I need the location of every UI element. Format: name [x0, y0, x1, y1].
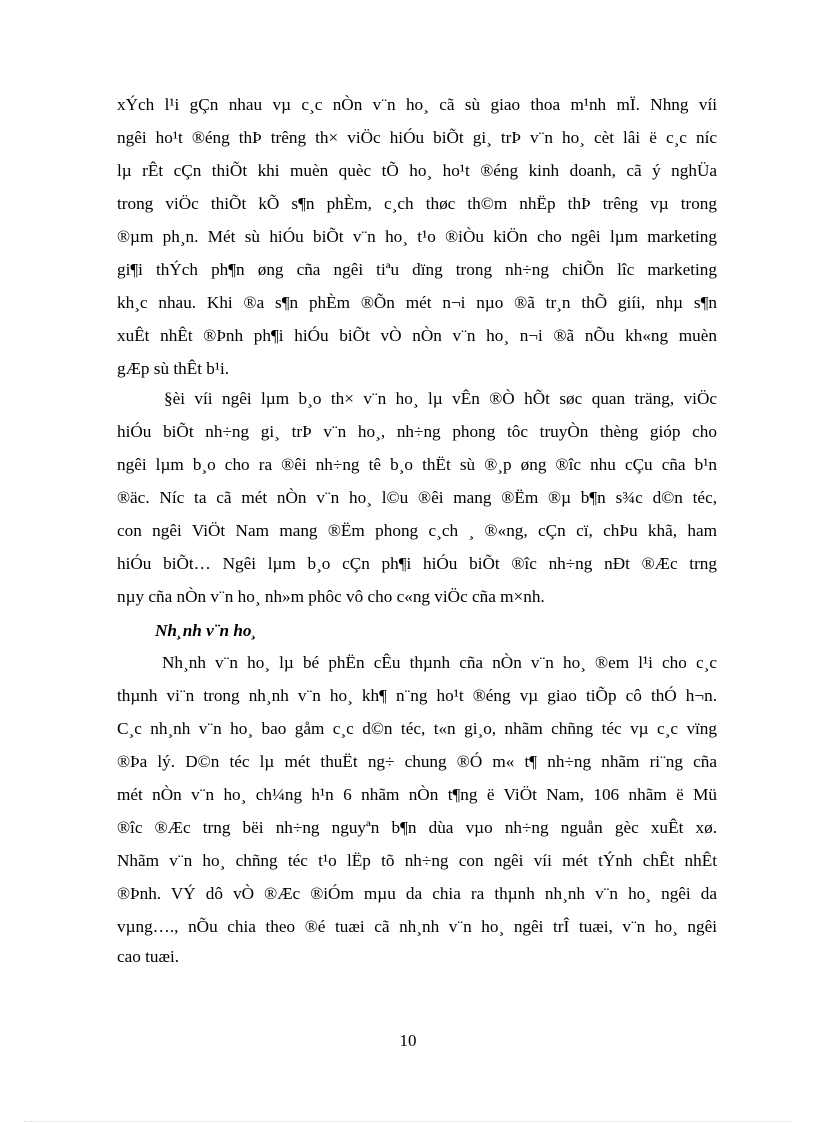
text-line: trong viÖc thiÕt kÕ s¶n phÈm, c¸ch thøc th©m nhËp thÞ trêng vµ trong: [117, 194, 717, 213]
text-line: ®äc. Níc ta cã mét nÒn v¨n ho¸ l©u ®êi mang ®Ëm ®µ b¶n s¾c d©n téc,: [117, 488, 717, 507]
page-bottom-divider: [24, 1121, 792, 1122]
text-line: ®Þa lý. D©n téc lµ mét thuËt ng÷ chung ®Ó m« t¶ nh÷ng nhãm ri¨ng cña: [117, 752, 717, 771]
text-line: kh¸c nhau. Khi ®a s¶n phÈm ®Õn mét n¬i nµo ®ã tr¸n thÕ giíi, nhµ s¶n: [117, 293, 717, 312]
text-line: cao tuæi.: [117, 947, 180, 966]
text-line: mét nÒn v¨n ho¸ ch¼ng h¹n 6 nhãm nÒn t¶ng ë ViÖt Nam, 106 nhãm ë Mü: [117, 785, 717, 804]
text-line: gÆp sù thÊt b¹i.: [117, 359, 230, 378]
text-line: hiÓu biÕt… Ngêi lµm b¸o cÇn ph¶i hiÓu biÕt ®îc nh÷ng nÐt ®Æc trng: [117, 554, 717, 573]
text-line: C¸c nh¸nh v¨n ho¸ bao gåm c¸c d©n téc, t«n gi¸o, nhãm chñng téc vµ c¸c vïng: [117, 719, 717, 738]
text-line: §èi víi ngêi lµm b¸o th× v¨n ho¸ lµ vÊn ®Ò hÕt søc quan träng, viÖc: [164, 389, 717, 408]
text-line: ngêi lµm b¸o cho ra ®êi nh÷ng tê b¸o thËt sù ®¸p øng ®îc nhu cÇu cña b¹n: [117, 455, 717, 474]
text-line: xÝch l¹i gÇn nhau vµ c¸c nÒn v¨n ho¸ cã sù giao thoa m¹nh mÏ. Nhng víi: [117, 95, 717, 114]
text-line: thµnh vi¨n trong nh¸nh v¨n ho¸ kh¶ n¨ng ho¹t ®éng vµ giao tiÕp cô thÓ h¬n.: [117, 686, 717, 705]
section-heading: Nh¸nh v¨n ho¸: [155, 621, 258, 640]
text-line: con ngêi ViÖt Nam mang ®Ëm phong c¸ch ¸ ®«ng, cÇn cï, chÞu khã, ham: [117, 521, 717, 540]
text-line: hiÓu biÕt nh÷ng gi¸ trÞ v¨n ho¸, nh÷ng phong tôc truyÒn thèng gióp cho: [117, 422, 717, 441]
text-line: vµng…., nÕu chia theo ®é tuæi cã nh¸nh v¨n ho¸ ngêi trÎ tuæi, v¨n ho¸ ngêi: [117, 917, 717, 936]
text-line: ngêi ho¹t ®éng thÞ trêng th× viÖc hiÓu biÕt gi¸ trÞ v¨n ho¸ cèt lâi ë c¸c níc: [117, 128, 717, 147]
text-line: Nhãm v¨n ho¸ chñng téc t¹o lËp tõ nh÷ng con ngêi víi mét tÝnh chÊt nhÊt: [117, 851, 717, 870]
text-line: ®µm ph¸n. Mét sù hiÓu biÕt v¨n ho¸ t¹o ®iÒu kiÖn cho ngêi lµm marketing: [117, 227, 717, 246]
text-line: nµy cña nÒn v¨n ho¸ nh»m phôc vô cho c«ng viÖc cña m×nh.: [117, 587, 545, 606]
text-line: ®Þnh. VÝ dô vÒ ®Æc ®iÓm mµu da chia ra thµnh nh¸nh v¨n ho¸ ngêi da: [117, 884, 717, 903]
text-line: lµ rÊt cÇn thiÕt khi muèn quèc tÕ ho¸ ho¹t ®éng kinh doanh, cã ý nghÜa: [117, 161, 717, 180]
text-line: gi¶i thÝch ph¶n øng cña ngêi tiªu dïng trong nh÷ng chiÕn lîc marketing: [117, 260, 717, 279]
text-line: xuÊt nhÊt ®Þnh ph¶i hiÓu biÕt vÒ nÒn v¨n ho¸ n¬i ®ã nÕu kh«ng muèn: [117, 326, 717, 345]
page-number: 10: [399, 1031, 417, 1050]
text-line: ®îc ®Æc trng bëi nh÷ng nguyªn b¶n dùa vµo nh÷ng nguån gèc xuÊt xø.: [117, 818, 717, 837]
text-line: Nh¸nh v¨n ho¸ lµ bé phËn cÊu thµnh cña nÒn v¨n ho¸ ®em l¹i cho c¸c: [162, 653, 717, 672]
